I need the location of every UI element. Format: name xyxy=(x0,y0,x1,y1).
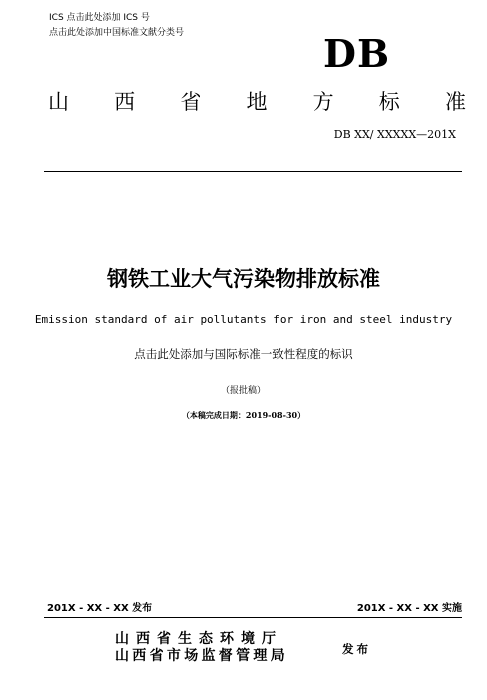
standard-type-char: 准 xyxy=(444,90,466,114)
standard-type xyxy=(48,90,466,114)
standard-code: DB XX/ XXXXX—201X xyxy=(333,128,456,141)
standard-type-char: 方 xyxy=(312,90,334,114)
standard-type-char: 地 xyxy=(246,90,268,114)
standard-type-char: 省 xyxy=(180,90,202,114)
db-logo: DB xyxy=(323,31,391,76)
standard-type-char: 标 xyxy=(378,90,400,114)
issue-date: 201X - XX - XX 发布 xyxy=(47,603,153,614)
implement-date: 201X - XX - XX 实施 xyxy=(356,603,462,614)
standard-type-char: 山 xyxy=(48,90,69,114)
ics-number: ICS 点击此处添加 ICS 号 xyxy=(49,13,150,23)
draft-status: （报批稿） xyxy=(220,386,266,396)
header-divider xyxy=(44,171,462,172)
completion-date: （本稿完成日期：2019-08-30） xyxy=(181,410,306,420)
issuer-ecology-department: 山西省生态环境厅 xyxy=(115,631,283,647)
ccs-classification: 点击此处添加中国标准文献分类号 xyxy=(49,28,185,38)
document-title-chinese: 钢铁工业大气污染物排放标准 xyxy=(107,267,380,291)
publish-label: 发布 xyxy=(342,642,371,656)
consistency-note: 点击此处添加与国际标准一致性程度的标识 xyxy=(134,347,353,361)
standard-type-char: 西 xyxy=(114,90,136,114)
document-title-english: Emission standard of air pollutants for iron and steel industry xyxy=(34,313,453,326)
issuer-market-supervision: 山西省市场监督管理局 xyxy=(115,648,288,664)
footer-divider xyxy=(44,617,462,618)
